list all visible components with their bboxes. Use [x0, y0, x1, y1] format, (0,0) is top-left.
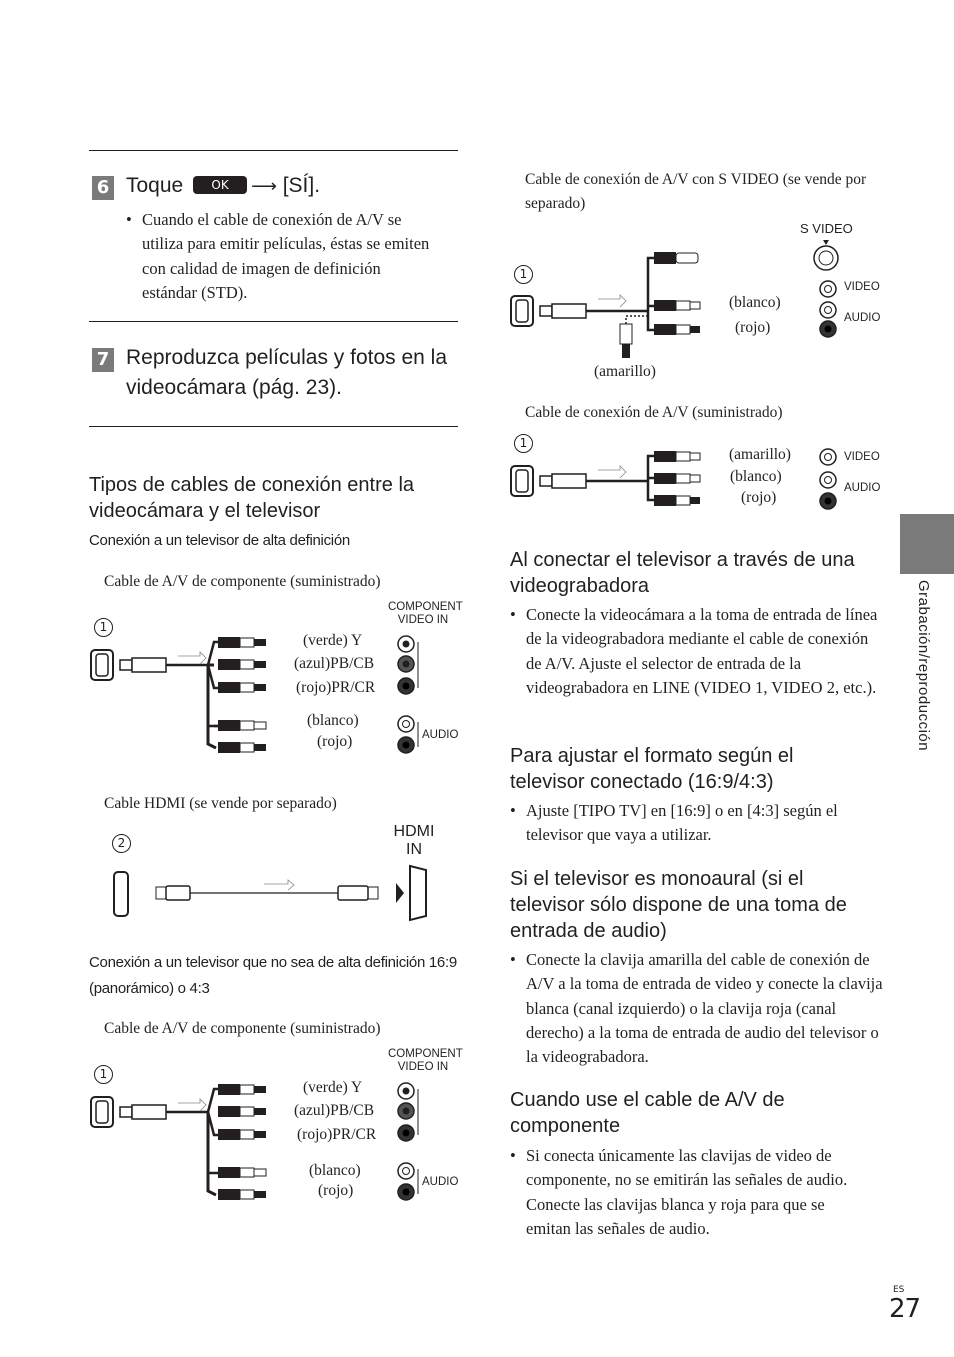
av-caption: Cable de conexión de A/V (suministrado)	[525, 404, 783, 421]
connector-number-1c: 1	[514, 265, 533, 284]
label-verde-y-2: (verde) Y	[303, 1079, 363, 1096]
av-cable-diagram	[508, 444, 708, 514]
arrow-right-icon: ⟶	[251, 176, 277, 196]
label-blanco-sv: (blanco)	[729, 294, 781, 311]
mono-title: Si el televisor es monoaural (si el televisor sólo dispone de una toma de entrada de audio)	[510, 868, 847, 942]
mono-bullet: • Conecte la clavija amarilla del cable de conexión de A/V a la toma de entrada de video y conecte la clavija blanca (canal izquierdo) o la clavija roja (canal derecho) a la toma de entrada de audio del televisor o la videograbadora.	[510, 950, 883, 1067]
label-rojo-pr: (rojo)PR/CR	[296, 679, 376, 696]
audio-label-av: AUDIO	[844, 482, 881, 494]
audio-label-sv: AUDIO	[844, 312, 881, 324]
sidebar-section-label: Grabación/reproducción	[915, 580, 932, 752]
connector-number-1b: 1	[94, 1065, 113, 1084]
step6-heading	[126, 171, 320, 201]
component-cable-diagram-2	[88, 1083, 288, 1203]
hd-subtitle: Conexión a un televisor de alta definición	[89, 532, 350, 549]
svideo-jacks-icon	[812, 244, 852, 344]
component-in-label: COMPONENT VIDEO IN	[388, 601, 463, 626]
label-azul: (azul)PB/CB	[294, 655, 375, 672]
hdmi-caption: Cable HDMI (se vende por separado)	[104, 795, 337, 812]
av-jacks-icon	[812, 444, 842, 514]
format-bullet: • Ajuste [TIPO TV] en [16:9] o en [4:3] según el televisor que vaya a utilizar.	[510, 801, 838, 845]
component-in-label-2: COMPONENT VIDEO IN	[388, 1048, 463, 1073]
lang-code: ES	[893, 1285, 905, 1295]
page-number: 27	[889, 1294, 921, 1324]
rule-step7	[89, 321, 458, 322]
svideo-caption: Cable de conexión de A/V con S VIDEO (se vende por separado)	[525, 171, 867, 212]
label-azul-2: (azul)PB/CB	[294, 1102, 375, 1119]
component-caption: Cable de A/V de componente (suministrado)	[104, 573, 381, 590]
component-cable-diagram	[88, 636, 288, 756]
comp-bullet: • Si conecta únicamente las clavijas de video de componente, no se emitirán las señales de audio. Conecte las clavijas blanca y roja para que se emitan las señales de audio.	[510, 1146, 848, 1238]
label-blanco: (blanco)	[307, 712, 359, 729]
label-rojo-sv: (rojo)	[735, 319, 771, 336]
step6-label-post: [SÍ].	[282, 174, 321, 197]
connector-number-1d: 1	[514, 434, 533, 453]
step6-bullet: • Cuando el cable de conexión de A/V se utiliza para emitir películas, éstas se emiten con calidad de imagen de definición estándar (STD).	[126, 210, 430, 302]
svideo-cable-diagram	[508, 244, 708, 364]
audio-label-1: AUDIO	[422, 729, 459, 741]
step7-heading: Reproduzca películas y fotos en la videocámara (pág. 23).	[126, 346, 448, 399]
label-blanco-av: (blanco)	[730, 468, 782, 485]
nonhd-subtitle: Conexión a un televisor que no sea de alta definición 16:9 (panorámico) o 4:3	[89, 954, 457, 997]
ok-button-icon: OK	[193, 176, 247, 194]
hdmi-in-label: HDMI IN	[393, 823, 435, 858]
label-rojo-2: (rojo)	[318, 1182, 354, 1199]
step-number-6: 6	[92, 176, 114, 200]
vcr-title: Al conectar el televisor a través de una videograbadora	[510, 549, 855, 597]
audio-label-2: AUDIO	[422, 1176, 459, 1188]
label-amarillo-av: (amarillo)	[729, 446, 791, 463]
component-caption-2: Cable de A/V de componente (suministrado)	[104, 1020, 381, 1037]
vcr-bullet: • Conecte la videocámara a la toma de entrada de línea de la videograbadora mediante el cable de conexión de A/V. Ajuste el selector de entrada de la videograbadora en LINE (VIDEO 1, VIDEO 2, etc.).	[510, 605, 878, 697]
format-title: Para ajustar el formato según el televisor conectado (16:9/4:3)	[510, 745, 794, 793]
label-rojo-pr-2: (rojo)PR/CR	[297, 1126, 377, 1143]
video-label-sv: VIDEO	[844, 281, 880, 293]
connector-number-1: 1	[94, 618, 113, 637]
step-number-7: 7	[92, 348, 114, 372]
step6-label-pre: Toque	[126, 174, 184, 197]
comp-title: Cuando use el cable de A/V de componente	[510, 1089, 785, 1137]
types-title: Tipos de cables de conexión entre la videocámara y el televisor	[89, 474, 415, 522]
label-rojo-av: (rojo)	[741, 489, 777, 506]
label-rojo: (rojo)	[317, 733, 353, 750]
label-verde-y: (verde) Y	[303, 632, 363, 649]
rule-step7-bottom	[89, 426, 458, 427]
rule-top-left	[89, 150, 458, 151]
hdmi-cable-diagram	[112, 858, 432, 928]
section-tab	[900, 514, 954, 574]
label-amarillo-sv: (amarillo)	[594, 363, 656, 380]
connector-number-2: 2	[112, 834, 131, 853]
video-label-av: VIDEO	[844, 451, 880, 463]
label-blanco-2: (blanco)	[309, 1162, 361, 1179]
svideo-label: S VIDEO	[800, 221, 853, 236]
